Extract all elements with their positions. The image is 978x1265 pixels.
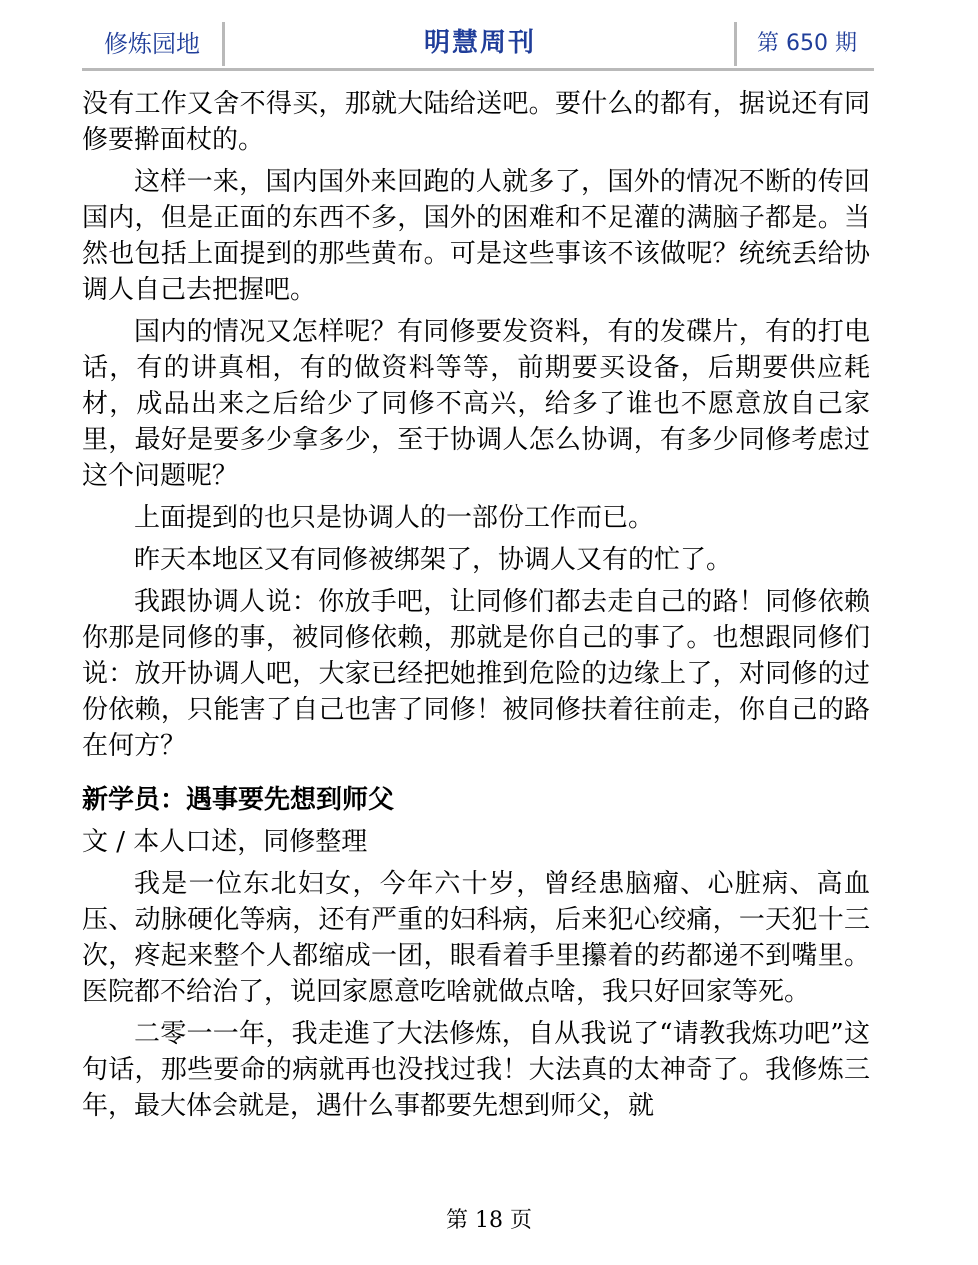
page-number: 第 18 页 [446,1208,532,1233]
article-paragraph: 没有工作又舍不得买，那就大陆给送吧。要什么的都有，据说还有同修要擀面杖的。 [82,89,870,155]
article-title: 新学员：遇事要先想到师父 [82,785,395,815]
article-paragraph: 我是一位东北妇女，今年六十岁，曾经患脑瘤、心脏病、高血压、动脉硬化等病，还有严重的妇科病，后来犯心绞痛，一天犯十三次，疼起来整个人都缩成一团，眼看着手里攥着的药都递不到嘴里。医院都不给治了，说回家愿意吃啥就做点啥，我只好回家等死。 [82,869,870,1007]
article-paragraph: 这样一来，国内国外来回跑的人就多了，国外的情况不断的传回国内，但是正面的东西不多，国外的困难和不足灌的满脑子都是。当然也包括上面提到的那些黄布。可是这些事该不该做呢？统统丢给协调人自己去把握吧。 [82,167,870,305]
section-name: 修炼园地 [82,22,225,66]
article-paragraph: 国内的情况又怎样呢？有同修要发资料，有的发碟片，有的打电话，有的讲真相，有的做资料等等，前期要买设备，后期要供应耗材，成品出来之后给少了同修不高兴，给多了谁也不愿意放自己家里，最好是要多少拿多少，至于协调人怎么协调，有多少同修考虑过这个问题呢？ [82,317,870,491]
page-header [82,22,874,71]
article-byline: 文 / 本人口述，同修整理 [82,827,368,857]
article-paragraph: 上面提到的也只是协调人的一部份工作而已。 [134,503,655,533]
publication-title: 明慧周刊 [423,28,536,58]
issue-number: 第 650 期 [734,22,877,66]
page-content [82,86,870,1130]
article-paragraph: 昨天本地区又有同修被绑架了，协调人又有的忙了。 [134,545,733,575]
article-paragraph: 我跟协调人说：你放手吧，让同修们都去走自己的路！同修依赖你那是同修的事，被同修依赖，那就是你自己的事了。也想跟同修们说：放开协调人吧，大家已经把她推到危险的边缘上了，对同修的过份依赖，只能害了自己也害了同修！被同修扶着往前走，你自己的路在何方？ [82,587,870,761]
article-paragraph: 二零一一年，我走進了大法修炼，自从我说了“请教我炼功吧”这句话，那些要命的病就再也没找过我！大法真的太神奇了。我修炼三年，最大体会就是，遇什么事都要先想到师父，就 [82,1019,870,1121]
